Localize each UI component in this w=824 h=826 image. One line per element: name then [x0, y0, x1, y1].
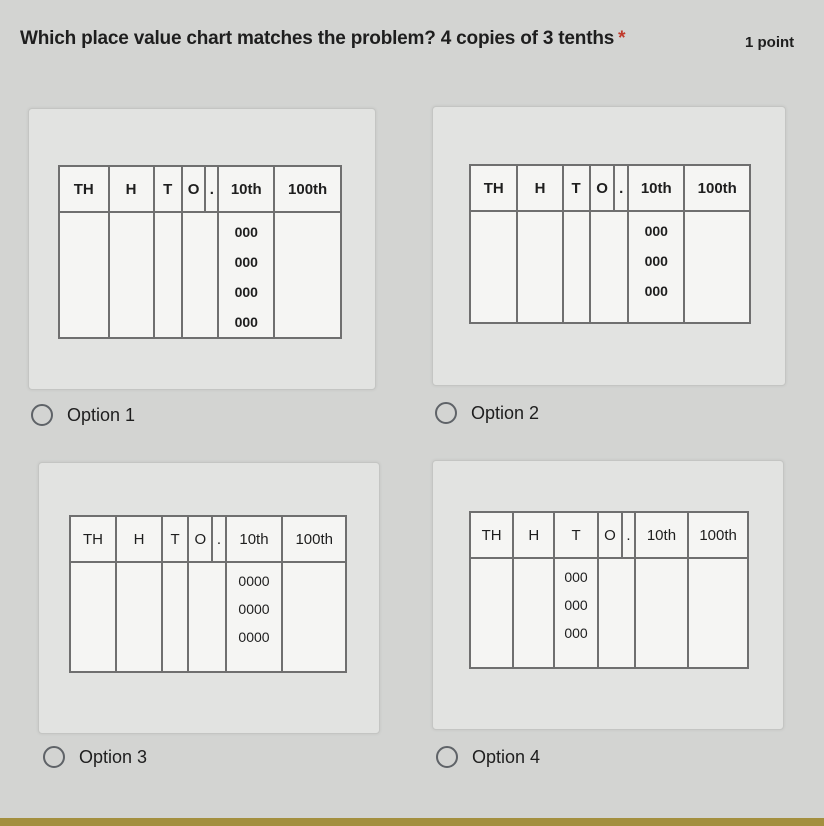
- place-value-chart: [469, 511, 749, 669]
- place-value-chart: [58, 165, 342, 339]
- col-th: TH: [70, 516, 116, 562]
- radio-option-1[interactable]: [31, 404, 53, 426]
- cell-o: [590, 211, 628, 323]
- col-h: H: [109, 166, 154, 212]
- cell-h: [116, 562, 162, 672]
- option-3-image: [38, 462, 380, 734]
- cell-h: [513, 558, 554, 668]
- tenths-value: 000: [644, 283, 668, 299]
- cell-th: [470, 211, 517, 323]
- tenths-value: 000: [234, 254, 258, 270]
- tenths-value: 0000: [238, 629, 270, 645]
- cell-o: [182, 212, 219, 338]
- col-t: T: [162, 516, 188, 562]
- col-th: TH: [470, 165, 517, 211]
- cell-o: [188, 562, 225, 672]
- cell-th: [70, 562, 116, 672]
- cell-t: [154, 212, 182, 338]
- option-2-image: [432, 106, 786, 386]
- cell-hundredths: [282, 562, 346, 672]
- col-h: H: [513, 512, 554, 558]
- cell-t: [554, 558, 597, 668]
- col-decimal-point: .: [212, 516, 225, 562]
- question-title: [20, 28, 625, 50]
- col-t: T: [563, 165, 590, 211]
- cell-hundredths: [684, 211, 750, 323]
- cell-tenths: [635, 558, 689, 668]
- tenths-value: 0000: [238, 573, 270, 589]
- col-t: T: [554, 512, 597, 558]
- col-decimal-point: .: [205, 166, 218, 212]
- radio-option-4[interactable]: [436, 746, 458, 768]
- option-3[interactable]: [43, 746, 147, 768]
- radio-option-3[interactable]: [43, 746, 65, 768]
- ones-value: 000: [564, 569, 588, 585]
- cell-hundredths: [274, 212, 341, 338]
- option-1[interactable]: [31, 404, 135, 426]
- col-o: O: [182, 166, 206, 212]
- col-o: O: [598, 512, 623, 558]
- cell-h: [517, 211, 562, 323]
- place-value-chart: [469, 164, 751, 324]
- cell-o: [598, 558, 635, 668]
- col-h: H: [116, 516, 162, 562]
- question-text: Which place value chart matches the problem? 4 copies of 3 tenths: [20, 28, 615, 49]
- tenths-value: 000: [644, 253, 668, 269]
- cell-h: [109, 212, 154, 338]
- tenths-value: 0000: [238, 601, 270, 617]
- cell-th: [470, 558, 513, 668]
- bottom-edge: [0, 818, 824, 826]
- ones-value: 000: [564, 597, 588, 613]
- cell-tenths: [226, 562, 283, 672]
- option-2[interactable]: [435, 402, 539, 424]
- radio-option-2[interactable]: [435, 402, 457, 424]
- col-o: O: [590, 165, 615, 211]
- option-1-label: Option 1: [67, 404, 136, 425]
- required-asterisk: *: [618, 28, 626, 49]
- tenths-value: 000: [234, 224, 258, 240]
- col-hundredths: 100th: [282, 516, 346, 562]
- option-1-image: [28, 108, 376, 390]
- col-hundredths: 100th: [684, 165, 750, 211]
- col-decimal-point: .: [614, 165, 628, 211]
- col-th: TH: [470, 512, 513, 558]
- tenths-value: 000: [234, 284, 258, 300]
- tenths-value: 000: [234, 314, 258, 330]
- col-tenths: 10th: [635, 512, 689, 558]
- col-h: H: [517, 165, 562, 211]
- col-hundredths: 100th: [688, 512, 748, 558]
- col-decimal-point: .: [622, 512, 634, 558]
- col-t: T: [154, 166, 182, 212]
- col-tenths: 10th: [218, 166, 274, 212]
- tenths-value: 000: [644, 223, 668, 239]
- cell-tenths: [218, 212, 274, 338]
- cell-t: [162, 562, 188, 672]
- cell-t: [563, 211, 590, 323]
- option-4-label: Option 4: [472, 746, 541, 767]
- ones-value: 000: [564, 625, 588, 641]
- option-4[interactable]: [436, 746, 540, 768]
- option-2-label: Option 2: [471, 402, 540, 423]
- col-tenths: 10th: [628, 165, 684, 211]
- points-label: 1 point: [745, 34, 795, 51]
- col-o: O: [188, 516, 212, 562]
- col-th: TH: [59, 166, 109, 212]
- option-4-image: [432, 460, 784, 730]
- cell-tenths: [628, 211, 684, 323]
- col-hundredths: 100th: [274, 166, 341, 212]
- col-tenths: 10th: [226, 516, 283, 562]
- cell-th: [59, 212, 109, 338]
- place-value-chart: [69, 515, 347, 673]
- cell-hundredths: [688, 558, 748, 668]
- option-3-label: Option 3: [79, 746, 148, 767]
